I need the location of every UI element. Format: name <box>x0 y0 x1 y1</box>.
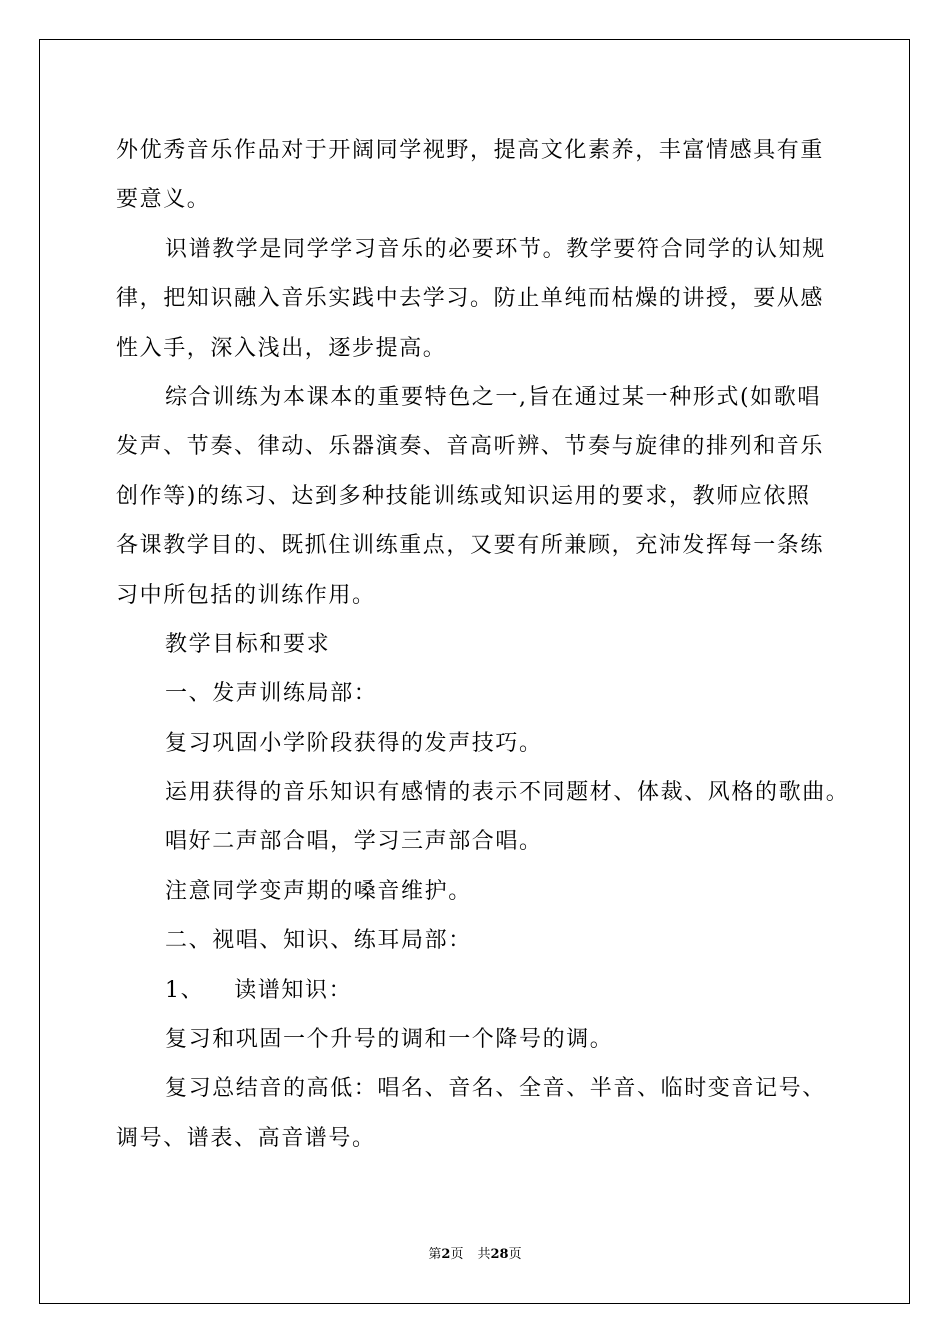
total-pages-suffix: 页 <box>508 1247 522 1262</box>
page-number-prefix: 第 <box>428 1247 442 1262</box>
paragraph-line: 各课教学目的、既抓住训练重点，又要有所兼顾，充沛发挥每一条练 <box>116 533 825 559</box>
subsection-heading: 二、视唱、知识、练耳局部： <box>165 928 472 954</box>
page-footer <box>0 1247 950 1263</box>
paragraph-line: 发声、节奏、律动、乐器演奏、音高听辨、节奏与旋律的排列和音乐 <box>116 434 825 460</box>
document-body <box>116 126 850 1163</box>
numbered-item-text: 读谱知识： <box>234 977 353 1003</box>
page-number-current: 2 <box>441 1247 451 1262</box>
paragraph-line: 要意义。 <box>116 187 211 213</box>
list-number: 1、 <box>165 977 205 1003</box>
paragraph-line: 调号、谱表、高音谱号。 <box>116 1125 376 1151</box>
page-number-suffix: 页 <box>450 1247 464 1262</box>
paragraph-line: 运用获得的音乐知识有感情的表示不同题材、体裁、风格的歌曲。 <box>165 780 850 806</box>
paragraph-line: 复习巩固小学阶段获得的发声技巧。 <box>165 730 543 756</box>
paragraph-line: 识谱教学是同学学习音乐的必要环节。教学要符合同学的认知规 <box>165 236 826 262</box>
paragraph-line: 复习总结音的高低：唱名、音名、全音、半音、临时变音记号、 <box>165 1076 826 1102</box>
total-pages-count: 28 <box>490 1247 509 1262</box>
paragraph-line: 注意同学变声期的嗓音维护。 <box>165 878 472 904</box>
paragraph-line: 唱好二声部合唱，学习三声部合唱。 <box>165 829 543 855</box>
paragraph-line: 律，把知识融入音乐实践中去学习。防止单纯而枯燥的讲授，要从感 <box>116 286 825 312</box>
subsection-heading: 一、发声训练局部： <box>165 681 378 707</box>
paragraph-line: 习中所包括的训练作用。 <box>116 582 376 608</box>
total-pages-prefix: 共 <box>477 1247 491 1262</box>
paragraph-line: 创作等)的练习、达到多种技能训练或知识运用的要求，教师应依照 <box>116 483 811 509</box>
section-heading: 教学目标和要求 <box>165 631 331 657</box>
numbered-item <box>116 966 846 1015</box>
paragraph-line: 性入手，深入浅出，逐步提高。 <box>116 335 447 361</box>
paragraph-line: 复习和巩固一个升号的调和一个降号的调。 <box>165 1027 614 1053</box>
paragraph-line: 外优秀音乐作品对于开阔同学视野，提高文化素养，丰富情感具有重 <box>116 138 825 163</box>
paragraph-line: 综合训练为本课本的重要特色之一,旨在通过某一种形式(如歌唱 <box>165 384 821 410</box>
